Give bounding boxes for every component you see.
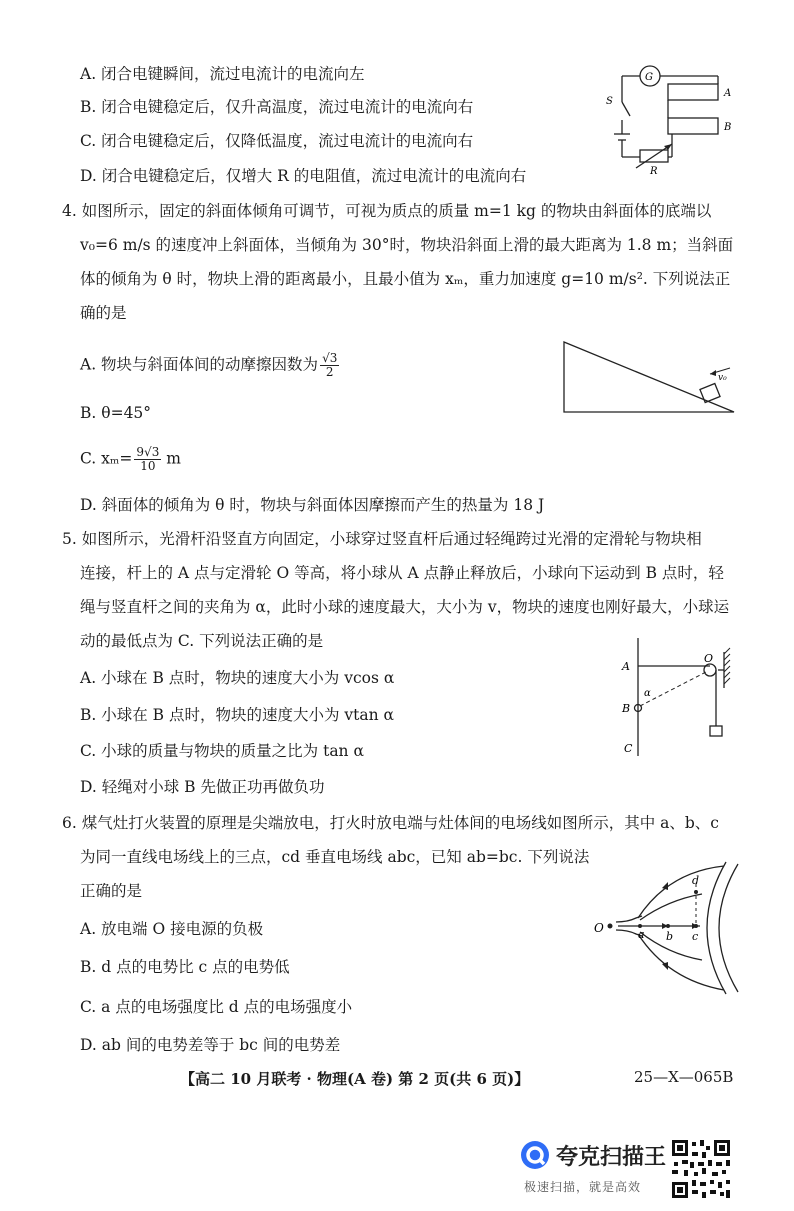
scanner-slogan: 极速扫描，就是高效	[524, 1180, 642, 1194]
q3-b-label: B	[724, 122, 732, 133]
q4-incline-figure	[560, 338, 740, 418]
q5-point-a-label: A	[622, 660, 630, 673]
q3-option-c: C. 闭合电键稳定后，仅降低温度，流过电流计的电流向右	[80, 132, 474, 150]
q6-point-d-label: d	[692, 874, 700, 887]
q5-stem-line-4: 动的最低点为 C. 下列说法正确的是	[80, 632, 324, 650]
q3-option-b: B. 闭合电键稳定后，仅升高温度，流过电流计的电流向右	[80, 98, 474, 116]
q5-pulley-o-label: O	[704, 652, 714, 665]
qr-code-icon	[670, 1138, 732, 1200]
q3-option-a: A. 闭合电键瞬间，流过电流计的电流向左	[80, 65, 365, 83]
q3-switch-label: S	[606, 96, 613, 107]
q6-point-o-label: O	[594, 921, 604, 935]
q4-v0-label: v₀	[718, 373, 727, 383]
q4-stem-line-1: 4. 如图所示，固定的斜面体倾角可调节，可视为质点的质量 m=1 kg 的物块由斜面体的底端以	[62, 202, 712, 220]
q4-option-c-fraction: $\frac{9√3}{10}$	[136, 445, 160, 473]
scanner-logo-icon	[520, 1140, 550, 1170]
q4-option-a: A. 物块与斜面体间的动摩擦因数为 $\frac{√3}{2}$	[80, 351, 338, 379]
q6-stem-line-3: 正确的是	[80, 882, 143, 900]
q6-option-c: C. a 点的电场强度比 d 点的电场强度小	[80, 998, 353, 1016]
q3-galvanometer-label: G	[645, 72, 653, 83]
q4-stem-line-3: 体的倾角为 θ 时，物块上滑的距离最小，且最小值为 xₘ，重力加速度 g=10 m/s². 下列说法正	[80, 270, 731, 288]
q6-option-d: D. ab 间的电势差等于 bc 间的电势差	[80, 1036, 341, 1054]
q5-pulley-figure	[614, 634, 744, 764]
q5-stem-line-1: 5. 如图所示，光滑杆沿竖直方向固定，小球穿过竖直杆后通过轻绳跨过光滑的定滑轮与物块相	[62, 530, 702, 548]
q5-point-b-label: B	[622, 702, 631, 715]
q5-option-c: C. 小球的质量与物块的质量之比为 tan α	[80, 742, 364, 760]
q4-stem-line-4: 确的是	[80, 304, 127, 322]
q4-stem-line-2: v₀=6 m/s 的速度冲上斜面体，当倾角为 30°时，物块沿斜面上滑的最大距离为 1.8 m；当斜面	[80, 236, 734, 254]
q6-point-c-label: c	[692, 930, 699, 943]
q3-option-d: D. 闭合电键稳定后，仅增大 R 的电阻值，流过电流计的电流向右	[80, 167, 527, 185]
q4-option-a-fraction: $\frac{√3}{2}$	[322, 351, 338, 379]
q5-option-d: D. 轻绳对小球 B 先做正功再做负功	[80, 778, 325, 796]
exam-code: 25—X—065B	[634, 1068, 734, 1086]
q5-stem-line-3: 绳与竖直杆之间的夹角为 α，此时小球的速度最大，大小为 v，物块的速度也刚好最大，小球运	[80, 598, 730, 616]
q6-point-b-label: b	[666, 930, 674, 943]
q5-option-b: B. 小球在 B 点时，物块的速度大小为 vtan α	[80, 706, 395, 724]
q4-option-d: D. 斜面体的倾角为 θ 时，物块与斜面体因摩擦而产生的热量为 18 J	[80, 496, 545, 514]
q5-stem-line-2: 连接，杆上的 A 点与定滑轮 O 等高，将小球从 A 点静止释放后，小球向下运动到 B 点时，轻	[80, 564, 724, 582]
q3-circuit-figure	[600, 62, 750, 180]
q6-stem-line-2: 为同一直线电场线上的三点，cd 垂直电场线 abc，已知 ab=bc. 下列说法	[80, 848, 590, 866]
page-footer: 【高二 10 月联考 · 物理(A 卷) 第 2 页(共 6 页)】	[180, 1070, 530, 1088]
q5-angle-alpha-label: α	[644, 688, 651, 699]
q6-field-line-figure	[588, 858, 748, 998]
q5-point-c-label: C	[624, 742, 633, 755]
q5-option-a: A. 小球在 B 点时，物块的速度大小为 vcos α	[80, 669, 395, 687]
q4-option-b: B. θ=45°	[80, 404, 152, 422]
scanner-brand: 夸克扫描王	[556, 1145, 667, 1170]
q6-option-b: B. d 点的电势比 c 点的电势低	[80, 958, 290, 976]
q6-option-a: A. 放电端 O 接电源的负极	[80, 920, 264, 938]
q6-stem-line-1: 6. 煤气灶打火装置的原理是尖端放电，打火时放电端与灶体间的电场线如图所示，其中 a、b、c	[62, 814, 719, 832]
q6-point-a-label: a	[638, 928, 645, 941]
q3-a-label: A	[724, 88, 732, 99]
q3-r-label: R	[650, 166, 658, 177]
q4-option-c: C. xₘ= $\frac{9√3}{10}$ m	[80, 445, 181, 473]
